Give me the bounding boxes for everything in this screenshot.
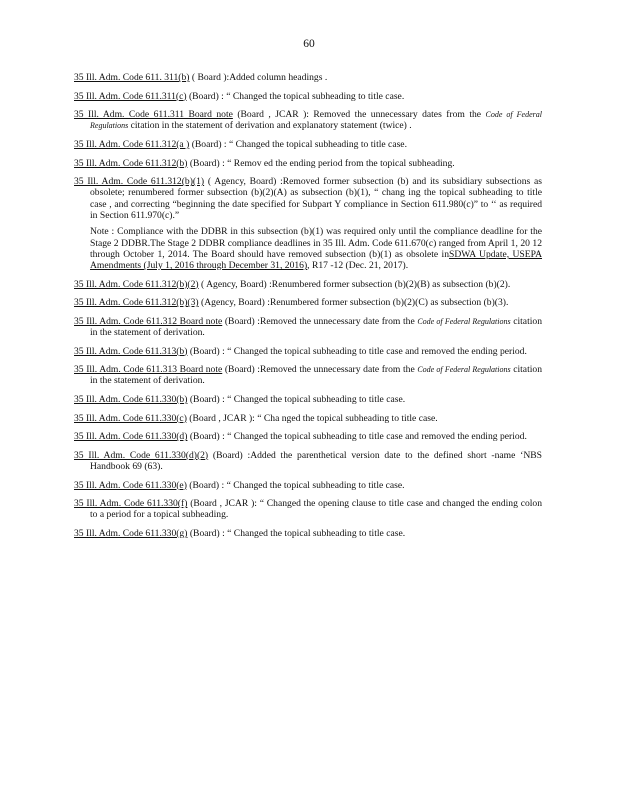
section-citation: 35 Ill. Adm. Code 611. 311(b) [74,72,190,83]
list-item [74,158,542,169]
entry-text: (Board) : “ Changed the topical subheading to title case. [189,527,406,539]
entry-text-continued: citation in the statement of derivation and explanatory statement (twice) . [130,120,412,132]
cfr-title: Code of Federal Regulations [417,365,511,375]
note-text: Note : Compliance with the DDBR in this subsection (b)(1) was required only until the compliance deadline for the Stage 2 DDBR.The Stage 2 DDBR compliance deadlines in 35 Ill. Adm. Code 611.670(c) ranged from April 1, 20 12 through October 1, 2014. The Board should have removed subsection (b)(1) as obsolete in [90,226,542,260]
list-item [74,279,542,290]
section-citation: 35 Ill. Adm. Code 611.312(a ) [74,138,190,150]
entry-text: ( Agency, Board) :Renumbered former subsection (b)(2)(B) as subsection (b)(2). [201,278,511,290]
section-citation: 35 Ill. Adm. Code 611.312(b) [74,157,188,169]
list-item [74,346,542,357]
list-item [74,394,542,405]
entry-text: (Board) :Removed the unnecessary date from the [224,315,415,327]
docket-reference: SDWA Update, USEPA Amendments (July 1, 2016 through December 31, 2016) [90,248,543,271]
amendment-list [74,72,542,547]
entry-text: (Board) : “ Changed the topical subheading to title case. [191,138,407,150]
list-item [74,431,542,442]
page-number: 60 [303,38,315,50]
entry-text: (Board) :Removed the unnecessary date from the [224,364,415,376]
section-citation: 35 Ill. Adm. Code 611.313 Board note [74,364,223,376]
section-citation: 35 Ill. Adm. Code 611.312(b)(3) [74,297,199,309]
section-citation: 35 Ill. Adm. Code 611.311(c) [74,90,187,102]
entry-text: (Board) : “ Changed the topical subheading to title case. [189,393,406,405]
section-citation: 35 Ill. Adm. Code 611.330(g) [74,527,188,539]
entry-text: (Board , JCAR ): “ Cha nged the topical subheading to title case. [189,412,438,424]
list-item [74,316,542,338]
list-item [74,139,542,150]
cfr-title: Code of Federal Regulations [417,316,511,326]
list-item [74,450,542,472]
entry-text: (Agency, Board) :Renumbered former subsection (b)(2)(C) as subsection (b)(3). [201,297,509,309]
entry-text: ( Board ):Added column headings . [191,72,328,83]
section-citation: 35 Ill. Adm. Code 611.330(d)(2) [74,449,209,461]
list-item [74,528,542,539]
entry-text-continued: citation in the statement of derivation. [90,315,542,338]
list-item [74,109,542,131]
section-citation: 35 Ill. Adm. Code 611.313(b) [74,345,188,357]
list-item [74,364,542,386]
list-item [74,498,542,520]
list-item [74,480,542,491]
list-item [74,413,542,424]
section-citation: 35 Ill. Adm. Code 611.312(b)(2) [74,278,199,290]
compliance-note [90,226,542,271]
entry-text: (Board) : “ Changed the topical subheading to title case. [188,90,405,102]
section-citation: 35 Ill. Adm. Code 611.330(f) [74,498,188,510]
list-item [74,72,542,83]
section-citation: 35 Ill. Adm. Code 611.330(b) [74,393,188,405]
entry-text: (Board) : “ Changed the topical subheading to title case and removed the ending period. [189,431,527,443]
entry-text: (Board) : “ Remov ed the ending period from the topical subheading. [189,157,455,169]
entry-text: (Board) : “ Changed the topical subheading to title case and removed the ending period. [189,345,527,357]
cfr-title: Code of Federal Regulations [90,110,542,131]
list-item [74,176,542,221]
entry-text: ( Agency, Board) :Removed former subsection (b) and its subsidiary subsections as obsolete; renumbered former subsection (b)(2)(A) as subsection (b)(1), “ chang ing the topical subheading to title case , and correcting “beginning the date specified for Subpart Y compliance in Section 611.980(c)” to ‘‘ as required in Section 611.970(c).” [90,176,542,221]
section-citation: 35 Ill. Adm. Code 611.330(e) [74,479,187,491]
note-tail: , R17 -12 (Dec. 21, 2017). [307,259,409,271]
section-citation: 35 Ill. Adm. Code 611.312(b)(1) [74,176,205,188]
section-citation: 35 Ill. Adm. Code 611.330(d) [74,431,188,443]
list-item [74,297,542,308]
section-citation: 35 Ill. Adm. Code 611.312 Board note [74,315,223,327]
entry-text: (Board) : “ Changed the topical subheading to title case. [189,479,405,491]
entry-text: (Board , JCAR ): Removed the unnecessary dates from the [237,109,482,121]
list-item [74,91,542,102]
section-citation: 35 Ill. Adm. Code 611.330(c) [74,412,187,424]
section-citation: 35 Ill. Adm. Code 611.311 Board note [74,109,233,121]
entry-text: (Board , JCAR ): “ Changed the opening clause to title case and changed the ending colon to a period for a topical subheading. [90,498,543,521]
entry-text-continued: citation in the statement of derivation. [90,364,542,387]
entry-text: (Board) :Added the parenthetical version date to the defined short -name ‘NBS Handbook 69 (63). [90,449,542,472]
